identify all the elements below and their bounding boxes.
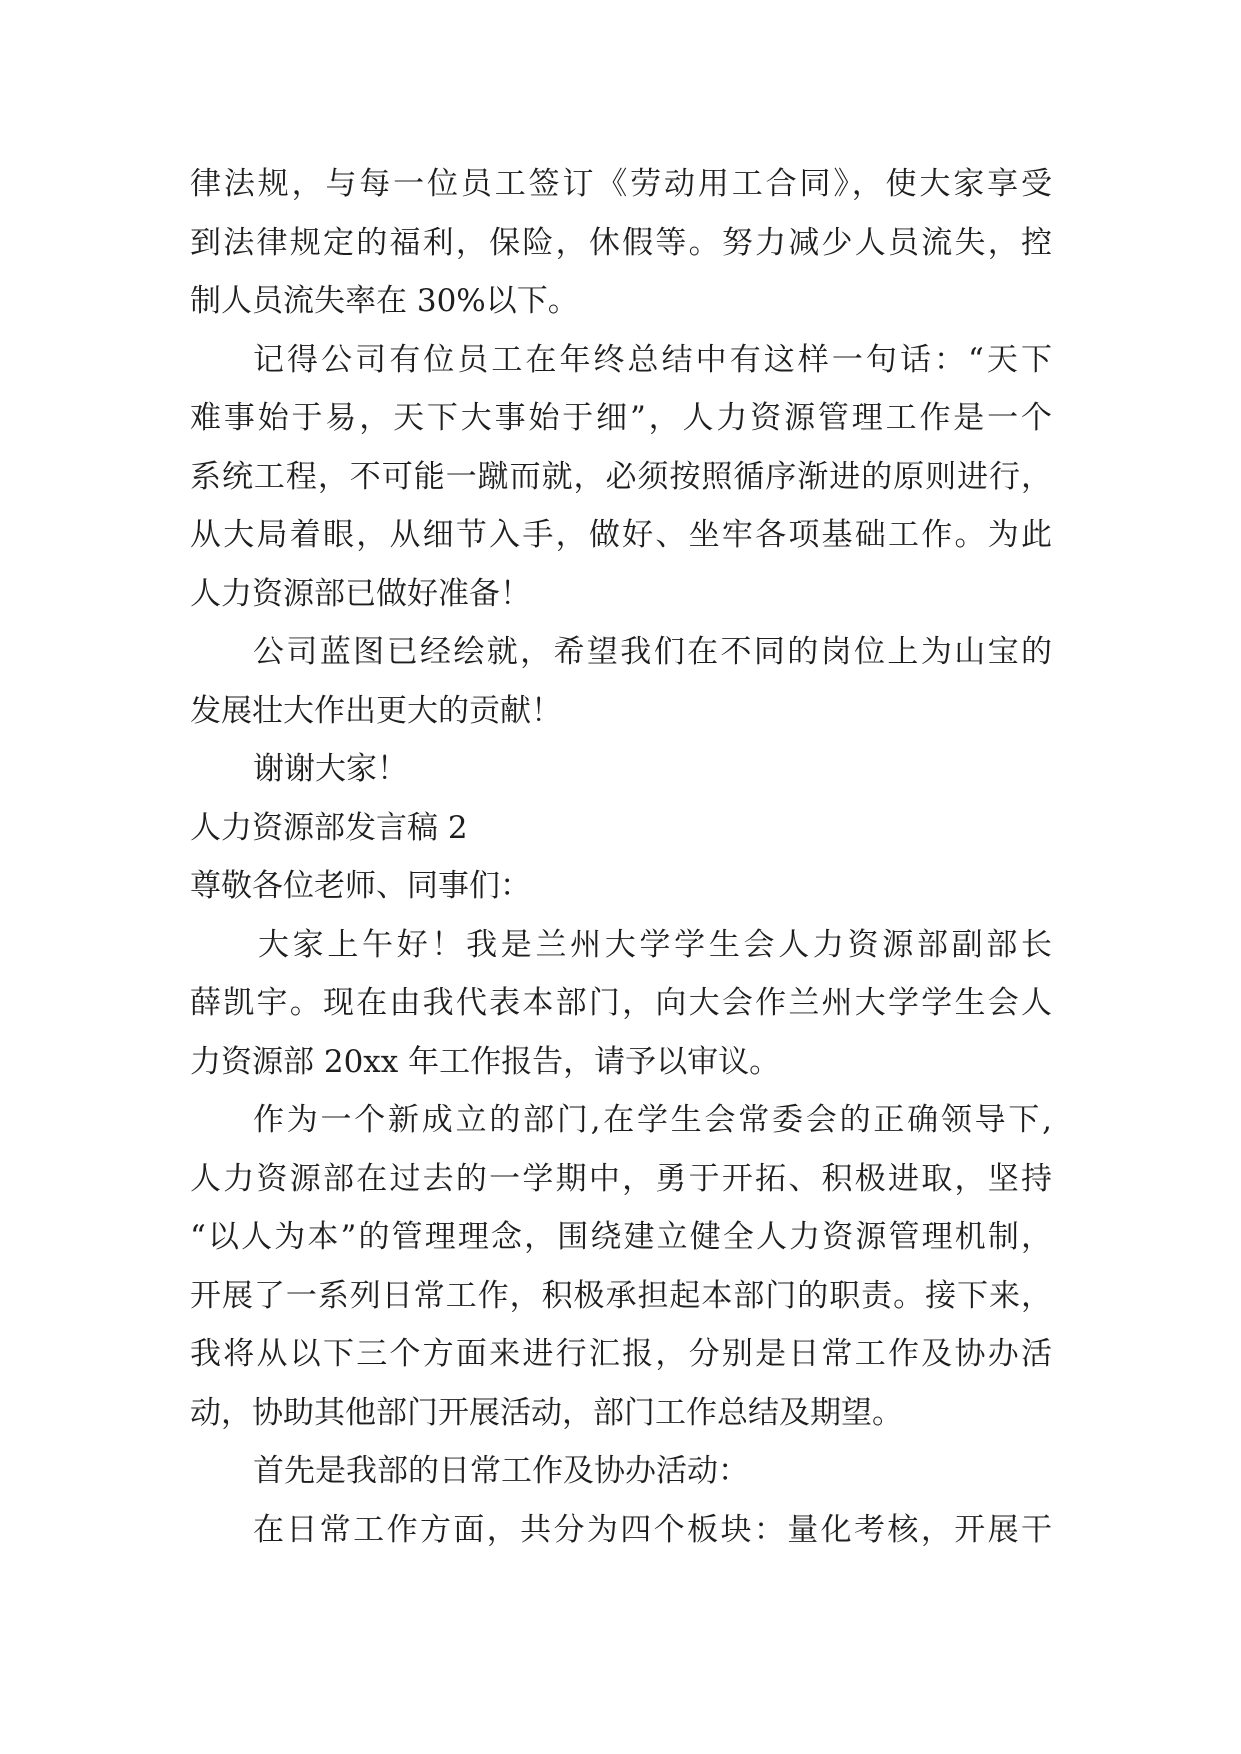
document-body	[190, 155, 1052, 1559]
text-line: 公司蓝图已经绘就，希望我们在不同的岗位上为山宝的	[253, 634, 1052, 670]
text-line: 我将从以下三个方面来进行汇报，分别是日常工作及协办活	[190, 1336, 1052, 1372]
paragraph	[190, 1442, 1052, 1501]
text-line: 发展壮大作出更大的贡献！	[190, 692, 562, 729]
paragraph	[190, 623, 1052, 740]
text-line: 系统工程，不可能一蹴而就，必须按照循序渐进的原则进行，	[190, 458, 1052, 495]
text-line: 大家上午好！我是兰州大学学生会人力资源部副部长	[258, 926, 1052, 963]
text-line: 难事始于易，天下大事始于细”，人力资源管理工作是一个	[190, 400, 1052, 436]
text-line: 从大局着眼，从细节入手，做好、坐牢各项基础工作。为此	[190, 517, 1052, 553]
text-line: 律法规，与每一位员工签订《劳动用工合同》，使大家享受	[190, 166, 1052, 202]
text-line: 到法律规定的福利，保险，休假等。努力减少人员流失，控	[190, 224, 1052, 261]
text-line: 首先是我部的日常工作及协办活动：	[253, 1453, 749, 1489]
text-line: 人力资源部已做好准备！	[190, 575, 531, 612]
paragraph	[190, 155, 1052, 331]
text-line: 在日常工作方面，共分为四个板块：量化考核，开展干	[253, 1511, 1052, 1548]
section-title: 人力资源部发言稿 2	[190, 809, 468, 846]
paragraph	[190, 331, 1052, 624]
text-line: 制人员流失率在 30%以下。	[190, 283, 579, 319]
text-line: 作为一个新成立的部门,在学生会常委会的正确领导下,	[253, 1102, 1052, 1138]
text-line: 记得公司有位员工在年终总结中有这样一句话：“天下	[253, 341, 1052, 378]
text-line: “以人为本”的管理理念，围绕建立健全人力资源管理机制，	[190, 1219, 1052, 1255]
text-line: 开展了一系列日常工作，积极承担起本部门的职责。接下来，	[190, 1277, 1052, 1314]
text-line: 力资源部 20xx 年工作报告，请予以审议。	[190, 1043, 781, 1080]
text-line: 谢谢大家！	[253, 751, 408, 787]
paragraph	[190, 1501, 1052, 1560]
paragraph	[190, 740, 1052, 799]
paragraph	[190, 1091, 1052, 1442]
paragraph	[190, 916, 1052, 1092]
salutation: 尊敬各位老师、同事们：	[190, 868, 531, 904]
text-line: 薛凯宇。现在由我代表本部门，向大会作兰州大学学生会人	[190, 985, 1052, 1021]
text-line: 动，协助其他部门开展活动，部门工作总结及期望。	[190, 1394, 903, 1431]
text-line: 人力资源部在过去的一学期中，勇于开拓、积极进取，坚持	[190, 1160, 1052, 1197]
